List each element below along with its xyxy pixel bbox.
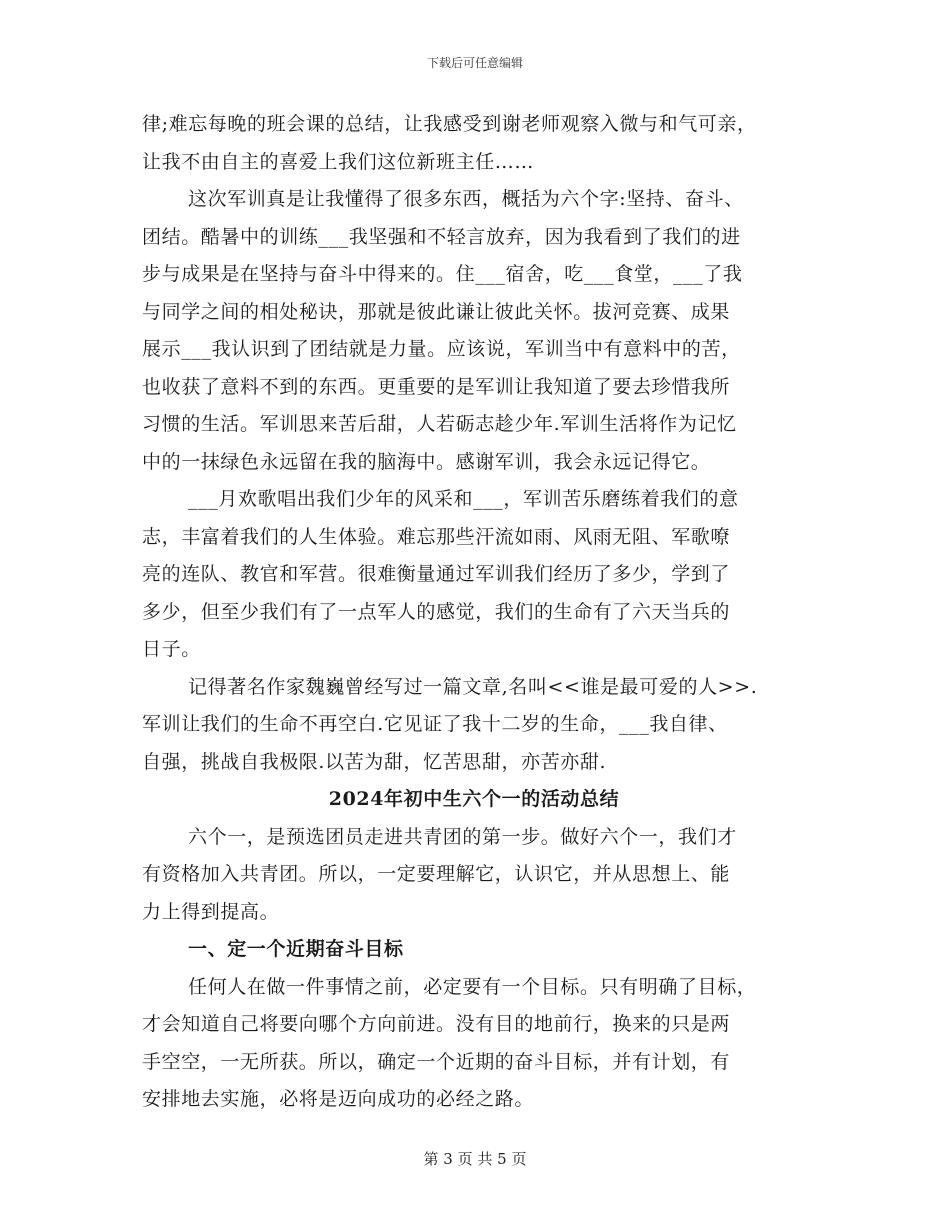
body-text-line: 习惯的生活。军训思来苦后甜，人若砺志趁少年.军训生活将作为记忆 [142,413,737,435]
body-text-line: 步与成果是在坚持与奋斗中得来的。住___宿舍，吃___食堂，___了我 [142,263,743,285]
body-text-line: 有资格加入共青团。所以，一定要理解它，认识它，并从思想上、能 [142,863,731,885]
paragraph-first-line: 这次军训真是让我懂得了很多东西，概括为六个字:坚持、奋斗、 [188,188,744,210]
paragraph-first-line: ___月欢歌唱出我们少年的风采和___，军训苦乐磨练着我们的意 [188,488,739,510]
body-text-line: 力上得到提高。 [142,900,280,923]
body-text-line: 日子。 [142,638,201,660]
body-text-line: 律;难忘每晚的班会课的总结，让我感受到谢老师观察入微与和气可亲， [142,113,757,135]
body-text-line: 中的一抹绿色永远留在我的脑海中。感谢军训，我会永远记得它。 [142,450,711,473]
paragraph-first-line: 六个一，是预选团员走进共青团的第一步。做好六个一，我们才 [188,825,737,848]
body-text-line: 让我不由自主的喜爱上我们这位新班主任…… [142,150,535,173]
body-text-line: 才会知道自己将要向哪个方向前进。没有目的地前行，换来的只是两 [142,1013,731,1035]
body-text-line: 安排地去实施，必将是迈向成功的必经之路。 [142,1088,535,1110]
body-text-line: 自强，挑战自我极限.以苦为甜，忆苦思甜，亦苦亦甜. [142,750,607,773]
body-text-line: 团结。酷暑中的训练___我坚强和不轻言放弃，因为我看到了我们的进 [142,225,741,248]
body-text-line: 军训让我们的生命不再空白.它见证了我十二岁的生命，___我自律、 [142,713,728,735]
body-text-line: 亮的连队、教官和军营。很难衡量通过军训我们经历了多少，学到了 [142,563,731,585]
body-text-line: 也收获了意料不到的东西。更重要的是军训让我知道了要去珍惜我所 [142,375,731,398]
body-text-line: 多少，但至少我们有了一点军人的感觉，我们的生命有了六天当兵的 [142,600,731,623]
subsection-heading: 一、定一个近期奋斗目标 [188,938,404,960]
body-text-line: 展示___我认识到了团结就是力量。应该说，军训当中有意料中的苦， [142,338,741,360]
document-body [142,106,806,1119]
page-header: 下载后可任意编辑 [426,56,523,70]
section-title: 2024年初中生六个一的活动总结 [328,788,620,810]
body-text-line: 手空空，一无所获。所以，确定一个近期的奋斗目标，并有计划，有 [142,1050,731,1073]
body-text-line: 志，丰富着我们的人生体验。难忘那些汗流如雨、风雨无阻、军歌嘹 [142,525,731,548]
paragraph-first-line: 任何人在做一件事情之前，必定要有一个目标。只有明确了目标， [188,975,757,998]
body-text-line: 与同学之间的相处秘诀，那就是彼此谦让彼此关怀。拔河竞赛、成果 [142,300,731,323]
page-footer: 第 3 页 共 5 页 [423,1150,527,1168]
paragraph-first-line: 记得著名作家魏巍曾经写过一篇文章,名叫<<谁是最可爱的人>>. [188,675,758,698]
